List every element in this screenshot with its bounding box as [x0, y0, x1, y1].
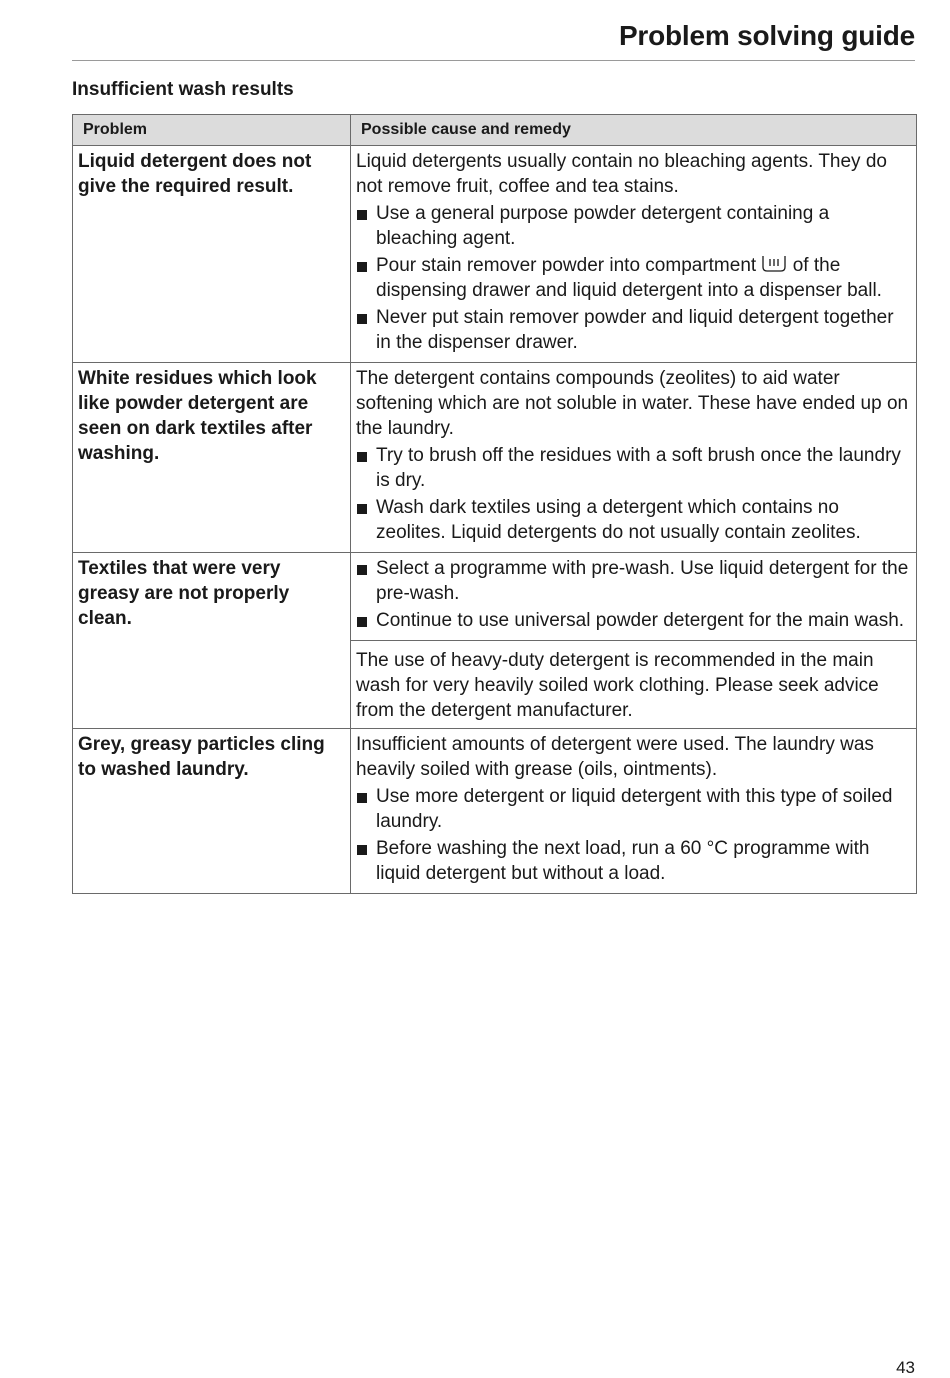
remedy-intro: Insufficient amounts of detergent were used. The laundry was heavily soiled with grease (oils, ointments).	[356, 734, 874, 780]
remedy-item-text: Use a general purpose powder detergent containing a bleaching agent.	[376, 203, 830, 249]
remedy-item	[356, 305, 912, 355]
remedy-cell	[351, 729, 917, 894]
problem-cell: Textiles that were very greasy are not properly clean.	[73, 553, 351, 729]
remedy-item	[356, 836, 912, 886]
section-title: Insufficient wash results	[72, 79, 294, 100]
remedy-cell	[351, 553, 917, 641]
remedy-list	[356, 556, 912, 633]
table-row	[73, 553, 917, 641]
problem-cell: White residues which look like powder detergent are seen on dark textiles after washing.	[73, 363, 351, 553]
page-title: Problem solving guide	[618, 20, 915, 51]
square-bullet-icon	[357, 262, 367, 272]
remedy-item-text: Continue to use universal powder detergent for the main wash.	[376, 610, 905, 631]
remedy-item-text: Before washing the next load, run a 60 °C programme with liquid detergent but without a load.	[376, 838, 870, 884]
square-bullet-icon	[357, 793, 367, 803]
column-header-problem: Problem	[73, 115, 351, 146]
remedy-item-text: Try to brush off the residues with a soft brush once the laundry is dry.	[376, 445, 901, 491]
page-number: 43	[896, 1358, 915, 1377]
remedy-item	[356, 784, 912, 834]
page-header	[72, 0, 915, 61]
remedy-item-text: Wash dark textiles using a detergent which contains no zeolites. Liquid detergents do not usually contain zeolites.	[376, 497, 861, 543]
remedy-item-text: Pour stain remover powder into compartment	[376, 255, 757, 276]
remedy-list	[356, 443, 912, 545]
problem-cell: Liquid detergent does not give the required result.	[73, 146, 351, 363]
table-header-row	[73, 115, 917, 146]
remedy-item	[356, 608, 912, 633]
remedy-cell	[351, 363, 917, 553]
remedy-item	[356, 253, 912, 303]
square-bullet-icon	[357, 617, 367, 627]
problem-cell: Grey, greasy particles cling to washed laundry.	[73, 729, 351, 894]
remedy-note-cell	[351, 641, 917, 729]
remedy-note: The use of heavy-duty detergent is recommended in the main wash for very heavily soiled work clothing. Please seek advice from the detergent manufacturer.	[356, 650, 879, 721]
square-bullet-icon	[357, 452, 367, 462]
compartment-iii-icon	[761, 255, 787, 273]
remedy-item	[356, 443, 912, 493]
remedy-intro: The detergent contains compounds (zeolites) to aid water softening which are not soluble in water. These have ended up on the laundry.	[356, 368, 909, 439]
column-header-remedy: Possible cause and remedy	[351, 115, 917, 146]
table-row	[73, 363, 917, 553]
remedy-item	[356, 556, 912, 606]
remedy-list	[356, 201, 912, 355]
table-row	[73, 729, 917, 894]
remedy-item-text: Never put stain remover powder and liquid detergent together in the dispenser drawer.	[376, 307, 894, 353]
remedy-item	[356, 495, 912, 545]
remedy-item-text: Use more detergent or liquid detergent with this type of soiled laundry.	[376, 786, 893, 832]
square-bullet-icon	[357, 845, 367, 855]
remedy-item-text: Select a programme with pre-wash. Use liquid detergent for the pre-wash.	[376, 558, 909, 604]
table-row	[73, 146, 917, 363]
remedy-item-text: of the dispensing drawer and liquid detergent into a dispenser ball.	[376, 255, 882, 301]
square-bullet-icon	[357, 504, 367, 514]
remedy-list	[356, 784, 912, 886]
square-bullet-icon	[357, 314, 367, 324]
remedy-intro: Liquid detergents usually contain no bleaching agents. They do not remove fruit, coffee and tea stains.	[356, 151, 887, 197]
problem-solving-table	[72, 114, 917, 894]
square-bullet-icon	[357, 210, 367, 220]
remedy-cell	[351, 146, 917, 363]
remedy-item	[356, 201, 912, 251]
square-bullet-icon	[357, 565, 367, 575]
